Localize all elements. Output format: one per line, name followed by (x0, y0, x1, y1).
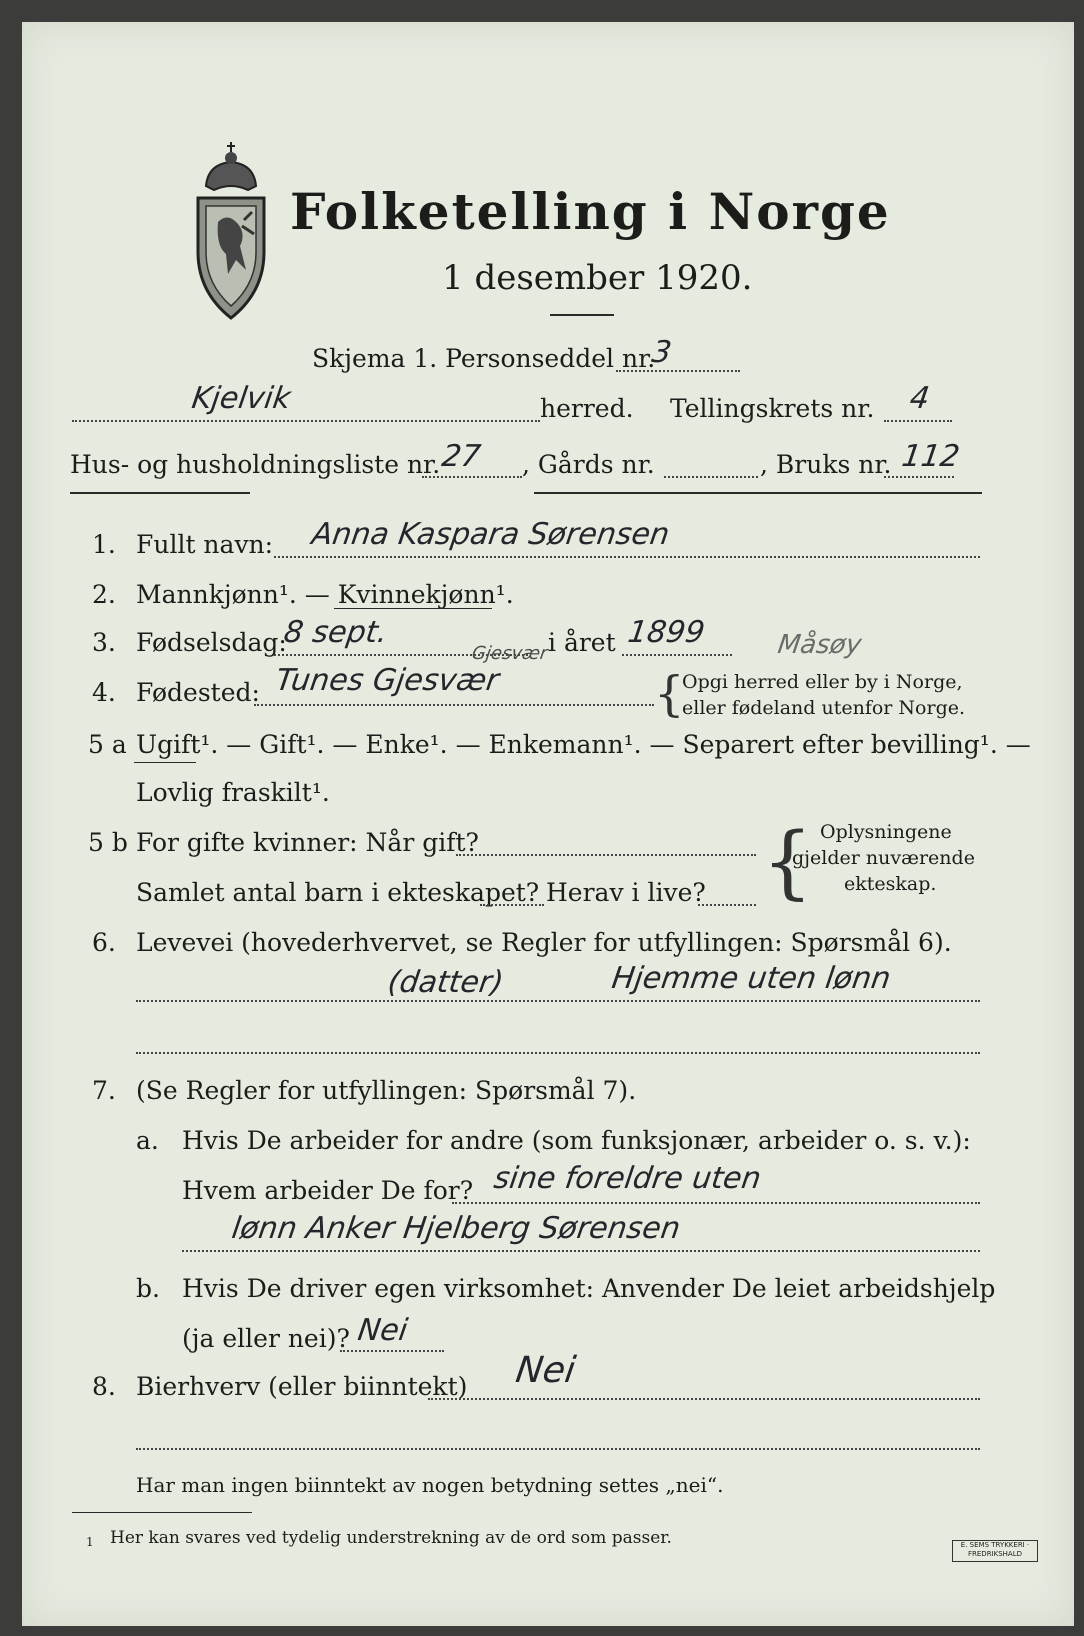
gards-value-line (664, 476, 758, 478)
biinntekt-note: Har man ingen biinntekt av nogen betydning settes „nei“. (136, 1473, 724, 1497)
tellingskrets-value[interactable]: 4 (907, 381, 932, 416)
sivilstand-options[interactable]: Ugift¹. — Gift¹. — Enke¹. — Enkemann¹. — Separert efter bevilling¹. — (136, 730, 1031, 759)
fodested-extra-masoy[interactable]: Måsøy (775, 630, 864, 660)
tellingskrets-value-line (884, 420, 952, 422)
form-date: 1 desember 1920. (442, 258, 753, 298)
hvem-label: Hvem arbeider De for? (182, 1176, 474, 1205)
hvem-line-2 (182, 1250, 980, 1252)
item-number-4: 4. (92, 678, 116, 707)
barn-line (480, 904, 544, 906)
item-number-8: 8. (92, 1372, 116, 1401)
oply-line1: Oplysningene (820, 821, 952, 843)
schema-value-line (616, 370, 740, 372)
aaret-label: i året (548, 628, 616, 657)
bierhverv-label: Bierhverv (eller biinntekt) (136, 1372, 468, 1401)
form-title: Folketelling i Norge (290, 182, 891, 241)
herred-value[interactable]: Kjelvik (189, 381, 293, 416)
gifte-label: For gifte kvinner: Når gift? (136, 828, 479, 857)
q7-label: (Se Regler for utfyllingen: Spørsmål 7). (136, 1076, 637, 1105)
fodested-note-line2: eller fødeland utenfor Norge. (682, 697, 966, 719)
levevei-line-1 (136, 1000, 980, 1002)
live-label: Herav i live? (546, 878, 706, 907)
fodested-line (254, 704, 654, 706)
bierhverv-line-1 (428, 1398, 980, 1400)
aaret-value[interactable]: 1899 (625, 615, 707, 650)
bruks-label: , Bruks nr. (760, 450, 892, 479)
herred-label: herred. (540, 394, 634, 423)
fullt-navn-value[interactable]: Anna Kaspara Sørensen (309, 517, 672, 552)
ja-nei-label: (ja eller nei)? (182, 1324, 350, 1353)
gifte-line (456, 854, 756, 856)
tellingskrets-label: Tellingskrets nr. (670, 394, 875, 423)
hvem-line-1 (452, 1202, 980, 1204)
printer-stamp: E. SEMS TRYKKERI · FREDRIKSHALD (952, 1540, 1038, 1562)
q7a-label: Hvis De arbeider for andre (som funksjonær, arbeider o. s. v.): (182, 1126, 971, 1155)
kvinnekjonn-underline (334, 608, 492, 609)
item-number-3: 3. (92, 628, 116, 657)
levevei-value-2[interactable]: Hjemme uten lønn (609, 961, 893, 996)
kjonn-options[interactable]: Mannkjønn¹. — Kvinnekjønn¹. (136, 580, 514, 609)
hus-value-line (422, 476, 522, 478)
ja-nei-value[interactable]: Nei (355, 1313, 410, 1348)
fodested-label: Fødested: (136, 678, 260, 707)
fodested-value[interactable]: Tunes Gjesvær (273, 663, 502, 698)
ja-nei-line (340, 1350, 444, 1352)
fodested-extra-gjesvaer[interactable]: Gjesvær (470, 643, 549, 664)
fullt-navn-label: Fullt navn: (136, 530, 274, 559)
schema-value[interactable]: 3 (649, 335, 674, 370)
item-number-5a: 5 a (88, 730, 127, 759)
footnote-rule (72, 1512, 252, 1513)
bierhverv-value[interactable]: Nei (513, 1350, 579, 1391)
fodested-note-line1: Opgi herred eller by i Norge, (682, 671, 963, 693)
oply-brace: { (762, 815, 813, 908)
levevei-value-1[interactable]: (datter) (385, 965, 506, 1000)
schema-label: Skjema 1. Personseddel nr. (312, 344, 656, 373)
item-number-2: 2. (92, 580, 116, 609)
bruks-value-line (884, 476, 954, 478)
fodselsdag-value[interactable]: 8 sept. (281, 615, 390, 650)
footnote-text: Her kan svares ved tydelig understrekning av de ord som passer. (110, 1528, 672, 1548)
hvem-value-2[interactable]: lønn Anker Hjelberg Sørensen (229, 1211, 683, 1246)
header-rule-left (70, 492, 250, 494)
bruks-value[interactable]: 112 (899, 439, 962, 474)
fodselsdag-label: Fødselsdag: (136, 628, 287, 657)
barn-label: Samlet antal barn i ekteskapet? (136, 878, 540, 907)
oply-line3: ekteskap. (844, 873, 937, 895)
hvem-value-1[interactable]: sine foreldre uten (491, 1161, 764, 1196)
q7b-letter: b. (136, 1274, 160, 1303)
herred-value-line (72, 420, 540, 422)
item-number-6: 6. (92, 928, 116, 957)
hus-label: Hus- og husholdningsliste nr. (70, 450, 441, 479)
sivilstand-options-line2[interactable]: Lovlig fraskilt¹. (136, 778, 330, 807)
levevei-label: Levevei (hovederhvervet, se Regler for utfyllingen: Spørsmål 6). (136, 928, 952, 957)
bierhverv-line-2 (136, 1448, 980, 1450)
item-number-7: 7. (92, 1076, 116, 1105)
coat-of-arms-icon (188, 142, 274, 322)
levevei-line-2 (136, 1052, 980, 1054)
item-number-1: 1. (92, 530, 116, 559)
title-divider (550, 314, 614, 316)
item-number-5b: 5 b (88, 828, 128, 857)
census-form-page (22, 22, 1074, 1626)
gards-label: , Gårds nr. (522, 450, 655, 479)
fullt-navn-line (274, 556, 980, 558)
hus-value[interactable]: 27 (439, 439, 483, 474)
header-rule-right (534, 492, 982, 494)
live-line (698, 904, 756, 906)
q7a-letter: a. (136, 1126, 159, 1155)
footnote-mark: 1 (86, 1535, 94, 1549)
fodested-note-brace: { (654, 666, 685, 722)
oply-line2: gjelder nuværende (792, 847, 975, 869)
q7b-label: Hvis De driver egen virksomhet: Anvender De leiet arbeidshjelp (182, 1274, 996, 1303)
aaret-line (622, 654, 732, 656)
ugift-underline (134, 762, 196, 763)
